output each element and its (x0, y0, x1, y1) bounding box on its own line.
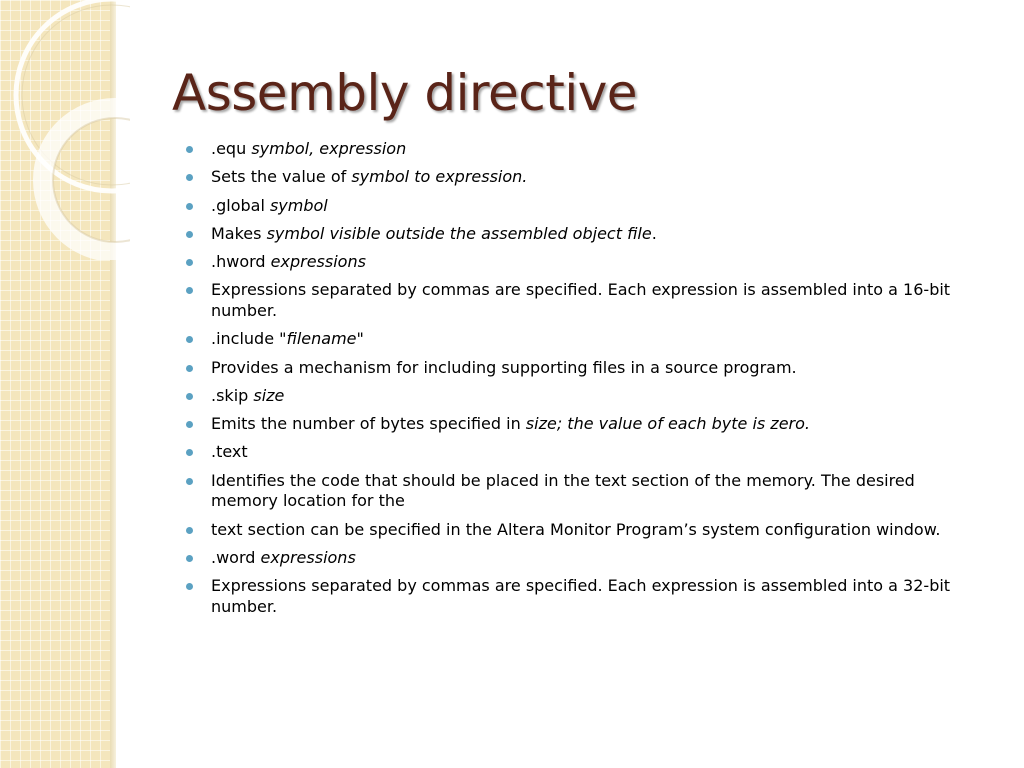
bullet-item (186, 576, 976, 617)
bullet-text-italic: expressions (260, 547, 356, 567)
bullet-item (186, 252, 976, 273)
bullet-dot-icon (186, 287, 193, 294)
bullet-item (186, 471, 976, 512)
bullet-dot-icon (186, 365, 193, 372)
decorative-rings-graphic (0, 0, 130, 260)
bullet-text: " (356, 329, 364, 349)
bullet-dot-icon (186, 259, 193, 266)
bullet-item (186, 386, 976, 407)
bullet-text: Expressions separated by commas are specified. Each expression is assembled into a 16-bit number. (211, 280, 951, 320)
slide-title: Assembly directive (172, 64, 638, 122)
bullet-text: Sets the value of (211, 167, 352, 187)
bullet-item (186, 358, 976, 379)
bullet-text: Provides a mechanism for including supporting files in a source program. (211, 357, 797, 377)
bullet-dot-icon (186, 393, 193, 400)
bullet-text: .global (211, 195, 270, 215)
bullet-text-italic: size (253, 385, 285, 405)
bullet-text: Expressions separated by commas are specified. Each expression is assembled into a 32-bit number. (211, 576, 951, 616)
bullet-item (186, 548, 976, 569)
bullet-item (186, 442, 976, 463)
bullet-dot-icon (186, 146, 193, 153)
bullet-text-italic: size; the value of each byte is zero. (525, 414, 810, 434)
bullet-dot-icon (186, 231, 193, 238)
bullet-text: .equ (211, 139, 252, 158)
bullet-text: text section can be specified in the Altera Monitor Program’s system configuration window. (211, 519, 941, 539)
bullet-list (186, 139, 976, 625)
bullet-dot-icon (186, 527, 193, 534)
bullet-item (186, 414, 976, 435)
bullet-dot-icon (186, 174, 193, 181)
bullet-item (186, 167, 976, 188)
bullet-text: .hword (211, 252, 271, 272)
bullet-text-italic: symbol (269, 195, 328, 215)
bullet-dot-icon (186, 449, 193, 456)
bullet-item (186, 329, 976, 350)
bullet-text: Identifies the code that should be placed in the text section of the memory. The desired memory location for the (211, 470, 915, 511)
bullet-text-italic: symbol to expression. (351, 167, 528, 187)
bullet-dot-icon (186, 555, 193, 562)
bullet-text: Emits the number of bytes specified in (211, 414, 526, 434)
upper-ring (16, 0, 130, 191)
bullet-text: .skip (211, 385, 254, 405)
bullet-text-italic: expressions (270, 252, 366, 272)
bullet-text: . (651, 223, 657, 243)
bullet-item (186, 520, 976, 541)
bullet-text-italic: filename (286, 329, 357, 349)
bullet-dot-icon (186, 336, 193, 343)
bullet-item (186, 196, 976, 217)
bullet-text: Makes (211, 223, 267, 243)
bullet-item (186, 280, 976, 321)
bullet-text: .text (211, 442, 248, 462)
bullet-text: .include " (211, 329, 287, 349)
bullet-text-italic: symbol visible outside the assembled object file (266, 223, 652, 243)
bullet-item (186, 224, 976, 245)
bullet-text-italic: symbol, expression (251, 139, 407, 158)
bullet-text: .word (211, 547, 261, 567)
bullet-dot-icon (186, 203, 193, 210)
bullet-dot-icon (186, 478, 193, 485)
bullet-item (186, 139, 976, 160)
bullet-dot-icon (186, 583, 193, 590)
lower-ring (43, 108, 130, 252)
bullet-dot-icon (186, 421, 193, 428)
